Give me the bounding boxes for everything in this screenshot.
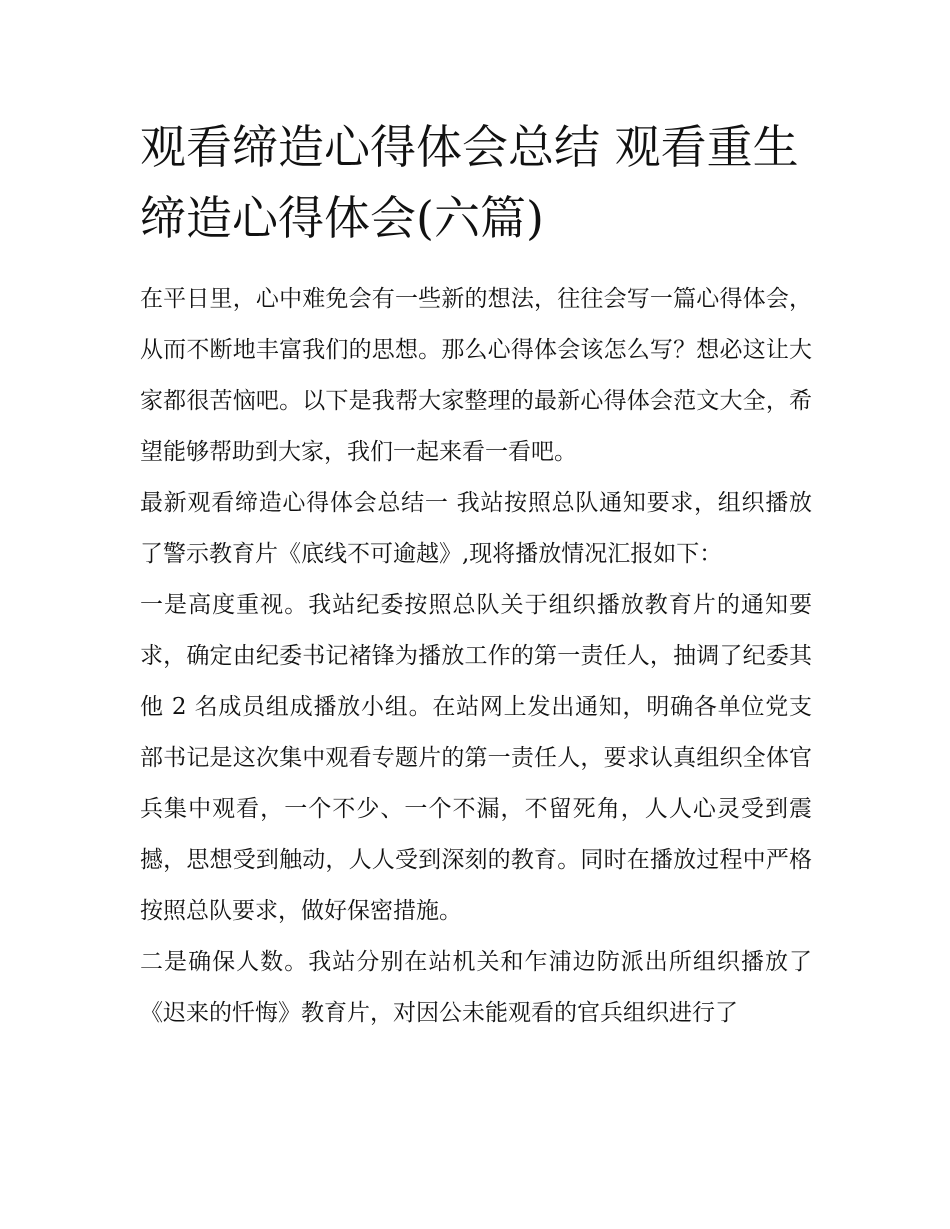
- intro-paragraph: 在平日里，心中难免会有一些新的想法，往往会写一篇心得体会，从而不断地丰富我们的思想。那么心得体会该怎么写？想必这让大家都很苦恼吧。以下是我帮大家整理的最新心得体会范文大全，希望能够帮助到大家，我们一起来看一看吧。: [140, 286, 812, 465]
- section-one-paragraph: 最新观看缔造心得体会总结一 我站按照总队通知要求，组织播放了警示教育片《底线不可逾越》,现将播放情况汇报如下：: [140, 490, 812, 567]
- document-body: [140, 274, 812, 1039]
- point-two-paragraph: 二是确保人数。我站分别在站机关和乍浦边防派出所组织播放了《迟来的忏悔》教育片，对因公未能观看的官兵组织进行了: [140, 949, 812, 1026]
- point-one-paragraph: 一是高度重视。我站纪委按照总队关于组织播放教育片的通知要求，确定由纪委书记褚锋为播放工作的第一责任人，抽调了纪委其他 2 名成员组成播放小组。在站网上发出通知，明确各单位党支部书记是这次集中观看专题片的第一责任人，要求认真组织全体官兵集中观看，一个不少、一个不漏，不留死角，人人心灵受到震撼，思想受到触动，人人受到深刻的教育。同时在播放过程中严格按照总队要求，做好保密措施。: [140, 592, 812, 924]
- document-page: [140, 112, 812, 1039]
- document-title: 观看缔造心得体会总结 观看重生缔造心得体会(六篇): [140, 120, 799, 245]
